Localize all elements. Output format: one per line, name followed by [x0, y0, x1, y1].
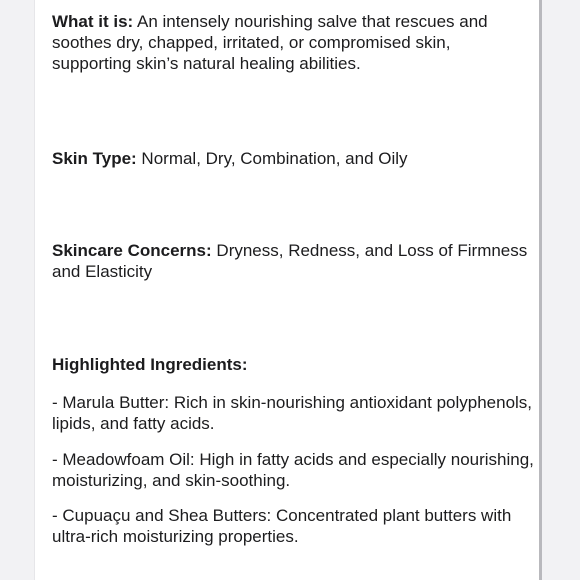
skincare-concerns-label: Skincare Concerns:: [52, 241, 212, 260]
what-it-is-label: What it is:: [52, 12, 134, 31]
right-edge-divider: [539, 0, 542, 580]
ingredient-item: - Cupuaçu and Shea Butters: Concentrated plant butters with ultra-rich moisturizing properties.: [52, 506, 512, 546]
skincare-concerns-paragraph: [52, 240, 534, 282]
skin-type-paragraph: [52, 148, 534, 169]
skin-type-label: Skin Type:: [52, 149, 137, 168]
highlighted-ingredients-heading: Highlighted Ingredients:: [52, 355, 248, 374]
skin-type-text: Normal, Dry, Combination, and Oily: [136, 149, 408, 168]
what-it-is-text: An intensely nourishing salve that rescues and soothes dry, chapped, irritated, or compromised skin, supporting skin’s natural healing abilities.: [52, 12, 488, 73]
description-panel: [34, 0, 540, 580]
skincare-concerns-text: Dryness, Redness, and Loss of Firmness and Elasticity: [52, 241, 528, 281]
what-it-is-paragraph: [52, 11, 534, 74]
ingredient-item: - Marula Butter: Rich in skin-nourishing antioxidant polyphenols, lipids, and fatty acids.: [52, 393, 533, 433]
ingredient-item: - Meadowfoam Oil: High in fatty acids and especially nourishing, moisturizing, and skin-soothing.: [52, 450, 534, 490]
